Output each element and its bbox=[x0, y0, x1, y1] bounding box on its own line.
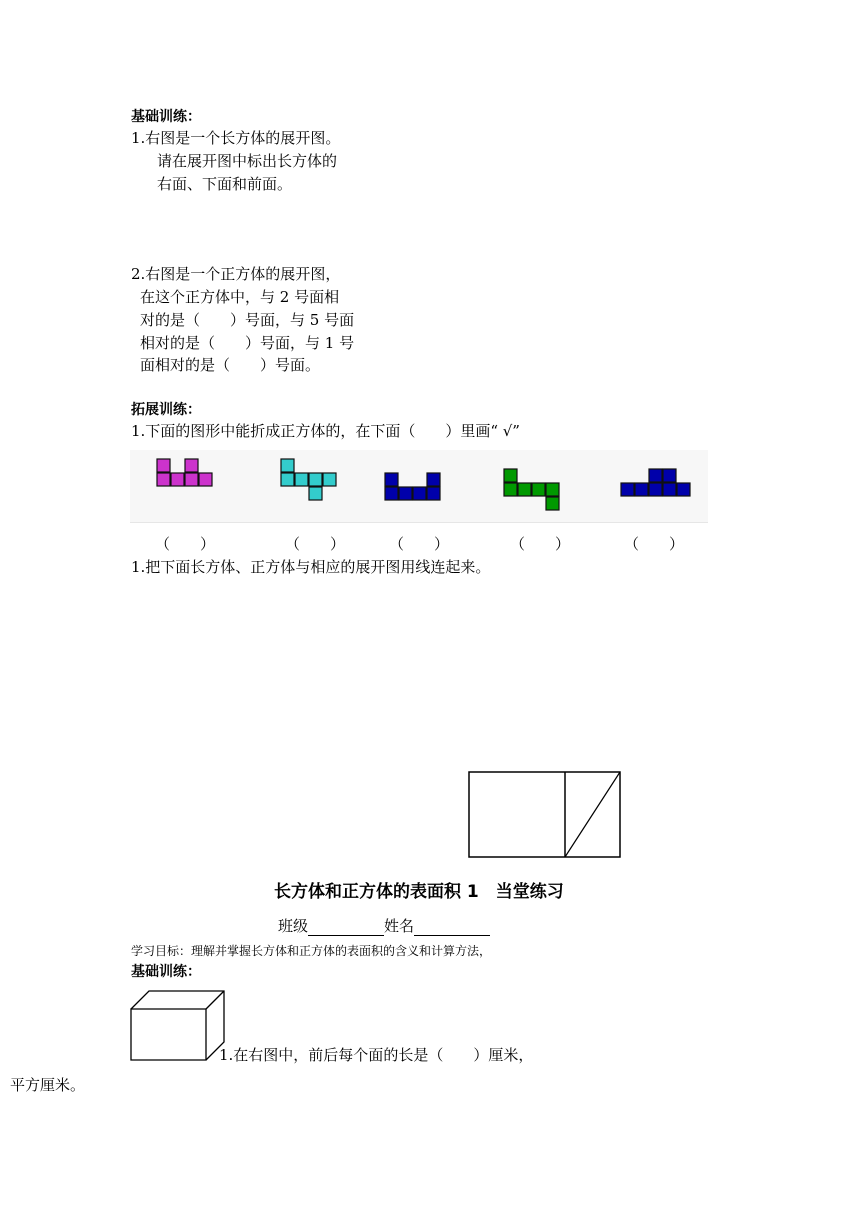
net-square bbox=[281, 459, 294, 472]
net-square bbox=[504, 483, 517, 496]
answer-blank-3[interactable]: （ ） bbox=[389, 535, 450, 553]
q2-line-2: 在这个正方体中，与 2 号面相 bbox=[140, 288, 340, 306]
class-blank[interactable] bbox=[308, 919, 384, 936]
class-label: 班级 bbox=[278, 917, 309, 935]
worksheet2-q1: 1.在右图中，前后每个面的长是（ ）厘米， bbox=[219, 1046, 534, 1064]
net-green bbox=[504, 469, 559, 510]
net-square bbox=[649, 469, 662, 482]
q1-line-3: 右面、下面和前面。 bbox=[157, 175, 293, 193]
net-blue-1 bbox=[385, 473, 440, 500]
net-square bbox=[546, 497, 559, 510]
net-blue-2 bbox=[621, 469, 690, 496]
extend-q2: 1.把下面长方体、正方体与相应的展开图用线连起来。 bbox=[131, 558, 491, 576]
net-square bbox=[309, 473, 322, 486]
net-square bbox=[171, 473, 184, 486]
answer-blank-2[interactable]: （ ） bbox=[285, 535, 346, 553]
net-square bbox=[185, 473, 198, 486]
net-magenta bbox=[157, 459, 212, 486]
net-square bbox=[157, 459, 170, 472]
section-heading-extend: 拓展训练： bbox=[131, 402, 201, 418]
net-square bbox=[427, 487, 440, 500]
net-square bbox=[199, 473, 212, 486]
net-square bbox=[399, 487, 412, 500]
net-square bbox=[635, 483, 648, 496]
worksheet2-q1-cont: 平方厘米。 bbox=[10, 1076, 86, 1094]
answer-blank-1[interactable]: （ ） bbox=[155, 535, 216, 553]
learning-objective: 学习目标：理解并掌握长方体和正方体的表面积的含义和计算方法， bbox=[131, 944, 492, 958]
q1-line-2: 请在展开图中标出长方体的 bbox=[157, 152, 338, 170]
net-square bbox=[157, 473, 170, 486]
net-square bbox=[663, 469, 676, 482]
q2-line-3: 对的是（ ）号面，与 5 号面 bbox=[140, 311, 355, 329]
name-label: 姓名 bbox=[384, 917, 415, 935]
net-square bbox=[546, 483, 559, 496]
cuboid-diagram bbox=[130, 990, 226, 1062]
net-square bbox=[385, 487, 398, 500]
net-square bbox=[185, 459, 198, 472]
net-square bbox=[309, 487, 322, 500]
answer-blank-4[interactable]: （ ） bbox=[510, 535, 571, 553]
net-square bbox=[518, 483, 531, 496]
name-blank[interactable] bbox=[414, 919, 490, 936]
net-square bbox=[281, 473, 294, 486]
section-heading-basic-2: 基础训练： bbox=[131, 964, 201, 980]
net-square bbox=[323, 473, 336, 486]
class-name-row bbox=[278, 916, 490, 936]
section-heading-basic: 基础训练： bbox=[131, 109, 201, 125]
net-cyan bbox=[281, 459, 336, 500]
net-square bbox=[295, 473, 308, 486]
q1-line-1: 1.右图是一个长方体的展开图。 bbox=[131, 129, 341, 147]
net-square bbox=[663, 483, 676, 496]
worksheet-title: 长方体和正方体的表面积 1 当堂练习 bbox=[274, 882, 564, 902]
net-square bbox=[677, 483, 690, 496]
net-square bbox=[532, 483, 545, 496]
net-square bbox=[385, 473, 398, 486]
answer-blank-5[interactable]: （ ） bbox=[624, 535, 685, 553]
net-square bbox=[427, 473, 440, 486]
q2-line-1: 2.右图是一个正方体的展开图， bbox=[131, 265, 341, 283]
extend-q1: 1.下面的图形中能折成正方体的，在下面（ ）里画“ √” bbox=[131, 422, 520, 440]
net-square bbox=[649, 483, 662, 496]
q2-line-4: 相对的是（ ）号面，与 1 号 bbox=[140, 334, 355, 352]
rectangle-diagram bbox=[468, 771, 622, 859]
q2-line-5: 面相对的是（ ）号面。 bbox=[140, 356, 321, 374]
net-square bbox=[621, 483, 634, 496]
net-square bbox=[504, 469, 517, 482]
net-square bbox=[413, 487, 426, 500]
